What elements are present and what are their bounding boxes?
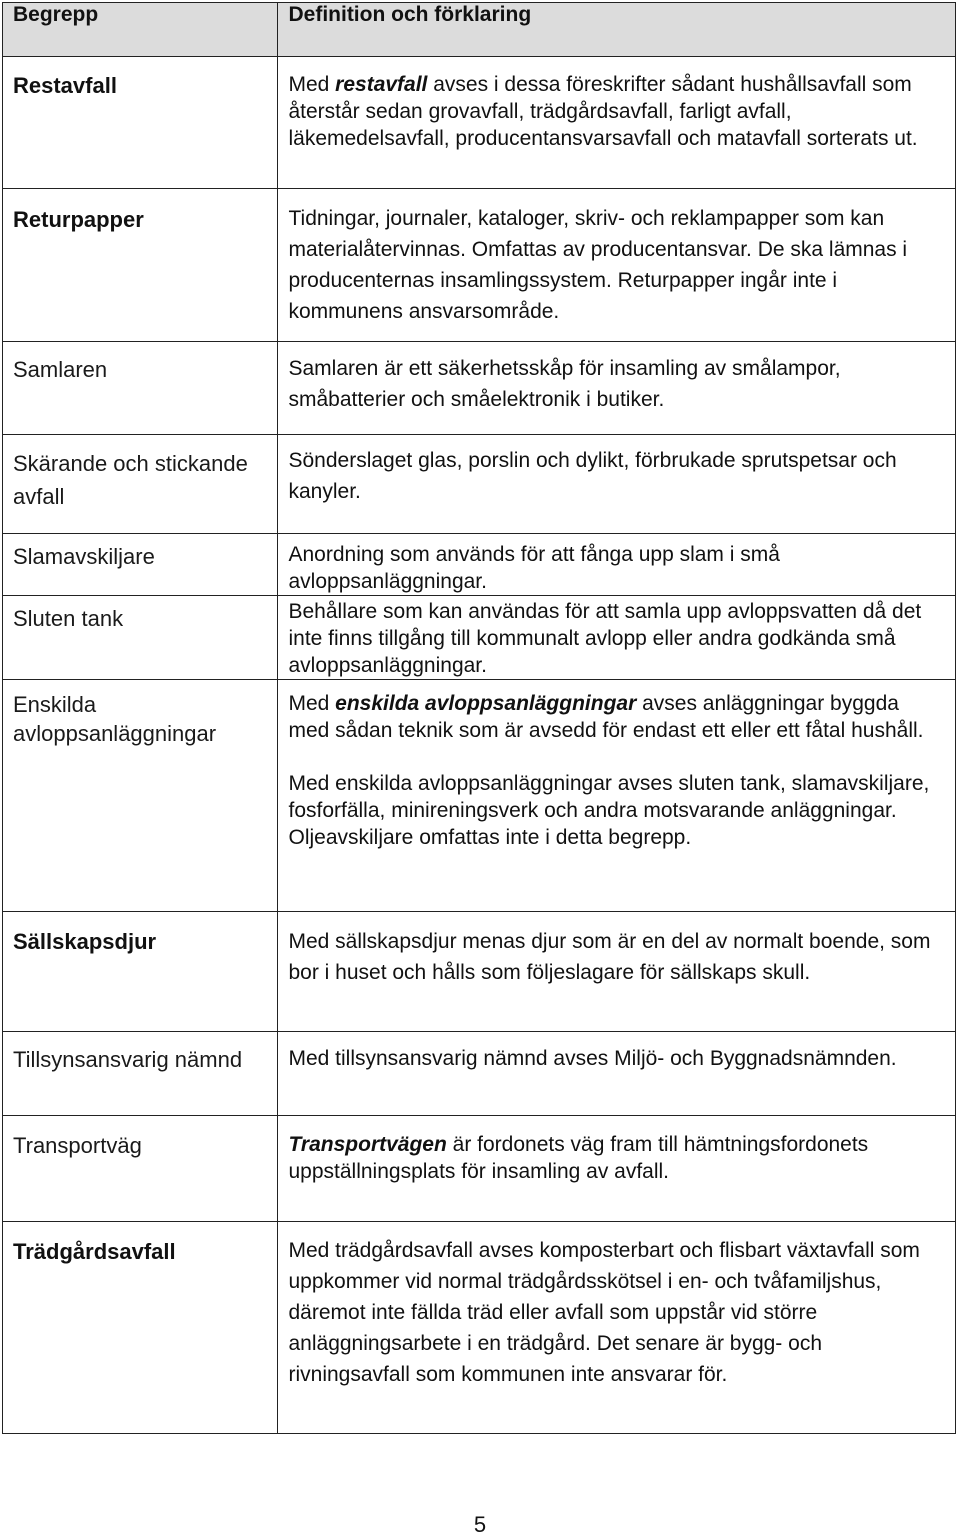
definition-tradgardsavfall: Med trädgårdsavfall avses komposterbart och flisbart växtavfall som uppkommer vid normal trädgårdsskötsel i en- och tvåfamiljshus, däremot inte fällda träd eller avfall som uppstår vid större anläggningsarbete i en trädgård. Det senare är bygg- och rivningsavfall som kommunen inte ansvarar för. [278,1222,956,1434]
definition-sallskapsdjur: Med sällskapsdjur menas djur som är en del av normalt boende, som bor i huset och hålls som följeslagare för sällskaps skull. [278,912,956,1032]
table-row [3,57,956,189]
table-row [3,189,956,342]
definition-paragraph: Med enskilda avloppsanläggningar avses sluten tank, slamavskiljare, fosforfälla, minireningsverk och andra motsvarande anläggningar. Oljeavskiljare omfattas inte i detta begrepp. [288,772,930,849]
highlighted-term: restavfall [335,73,428,96]
definition-restavfall: Med restavfall avses i dessa föreskrifter sådant hushållsavfall som återstår sedan grovavfall, trädgårdsavfall, farligt avfall, läkemedelsavfall, producentansvarsavfall och matavfall sorterats ut. [278,57,956,189]
term-tradgardsavfall: Trädgårdsavfall [3,1222,278,1434]
definition-enskilda-avloppsanlaggningar [278,680,956,912]
header-term: Begrepp [3,3,278,57]
definition-slamavskiljare: Anordning som används för att fånga upp slam i små avloppsanläggningar. [278,534,956,596]
table-row [3,680,956,912]
highlighted-term: Transportvägen [288,1133,447,1156]
table-row [3,1222,956,1434]
definition-samlaren: Samlaren är ett säkerhetsskåp för insamling av smålampor, småbatterier och småelektronik i butiker. [278,342,956,435]
page-number: 5 [473,1512,487,1537]
table-header-row [3,3,956,57]
table-row [3,534,956,596]
table-row [3,912,956,1032]
definition-transportvag: Transportvägen är fordonets väg fram till hämtningsfordonets uppställningsplats för insamling av avfall. [278,1116,956,1222]
term-enskilda-avloppsanlaggningar: Enskilda avloppsanläggningar [3,680,278,912]
definition-skarande-stickande-avfall: Sönderslaget glas, porslin och dylikt, förbrukade sprutspetsar och kanyler. [278,435,956,534]
definition-sluten-tank: Behållare som kan användas för att samla upp avloppsvatten då det inte finns tillgång till kommunalt avlopp eller andra godkända små avloppsanläggningar. [278,596,956,680]
header-definition: Definition och förklaring [278,3,956,57]
term-transportvag: Transportväg [3,1116,278,1222]
definition-paragraph: Med enskilda avloppsanläggningar avses anläggningar byggda med sådan teknik som är avsedd för endast ett eller ett fåtal hushåll. [288,692,924,742]
term-tillsynsansvarig-namnd: Tillsynsansvarig nämnd [3,1032,278,1116]
term-skarande-stickande-avfall: Skärande och stickande avfall [3,435,278,534]
term-sallskapsdjur: Sällskapsdjur [3,912,278,1032]
term-slamavskiljare: Slamavskiljare [3,534,278,596]
term-restavfall: Restavfall [3,57,278,189]
definition-tillsynsansvarig-namnd: Med tillsynsansvarig nämnd avses Miljö- och Byggnadsnämnden. [278,1032,956,1116]
definitions-table [2,2,956,1434]
term-samlaren: Samlaren [3,342,278,435]
definition-returpapper: Tidningar, journaler, kataloger, skriv- och reklampapper som kan materialåtervinnas. Omfattas av producentansvar. De ska lämnas i producenternas insamlingssystem. Returpapper ingår inte i kommunens ansvarsområde. [278,189,956,342]
table-row [3,596,956,680]
table-row [3,1116,956,1222]
table-row [3,1032,956,1116]
term-returpapper: Returpapper [3,189,278,342]
highlighted-term: enskilda avloppsanläggningar [335,692,637,715]
table-row [3,435,956,534]
table-row [3,342,956,435]
term-sluten-tank: Sluten tank [3,596,278,680]
